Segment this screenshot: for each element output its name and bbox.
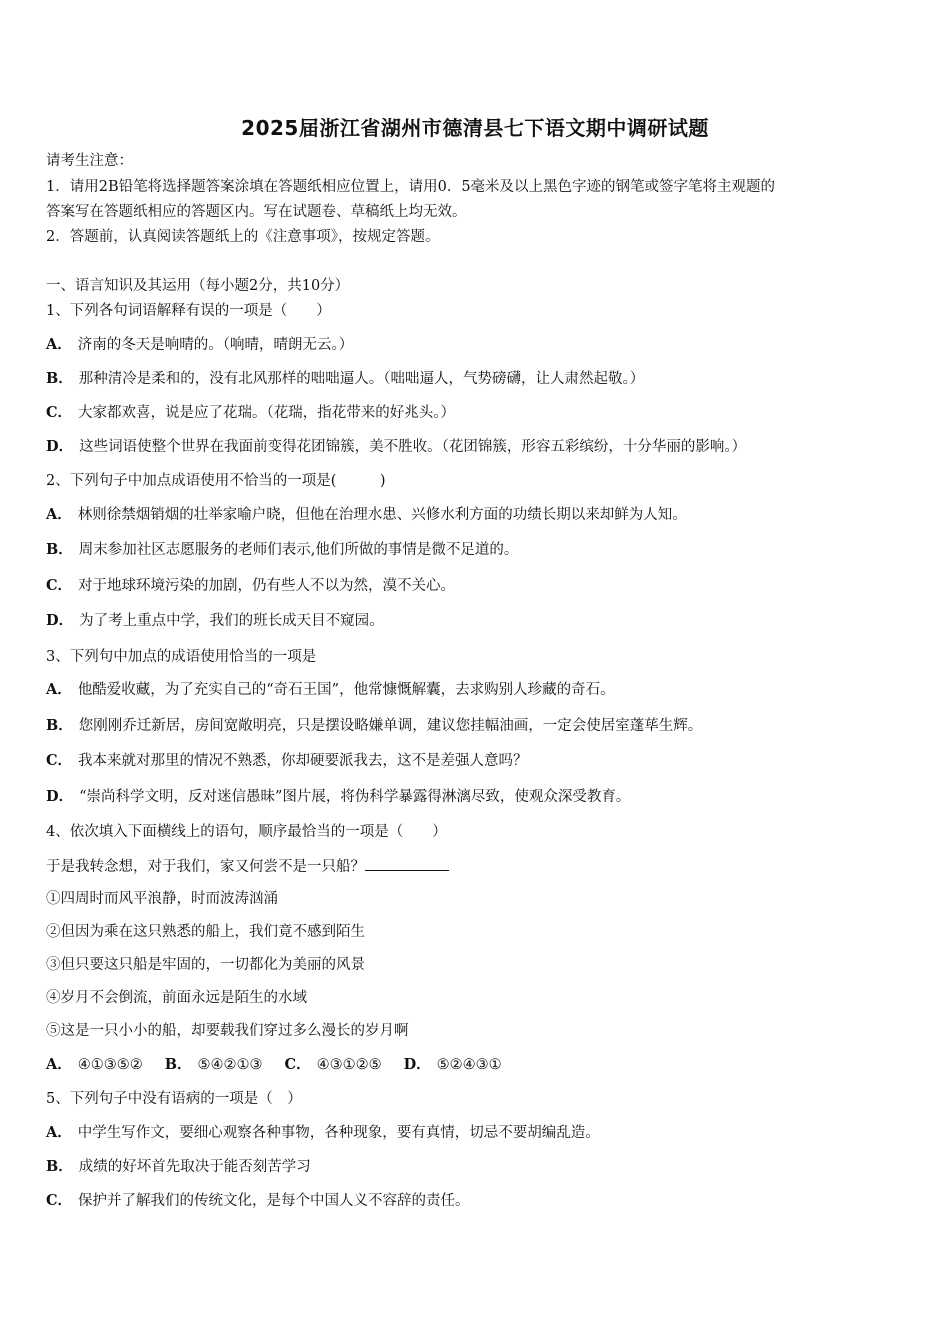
- question-2-option-c: [46, 576, 906, 596]
- question-5-option-a: [46, 1123, 906, 1143]
- option-letter: A．: [46, 681, 72, 698]
- option-text: 为了考上重点中学，我们的班长成天目不窥园。: [79, 613, 384, 629]
- question-5-stem: 5、下列句子中没有语病的一项是（ ）: [46, 1091, 302, 1107]
- option-text: ④①③⑤②: [77, 1057, 143, 1073]
- question-5-option-b: [46, 1157, 906, 1177]
- section-heading: 一、语言知识及其运用（每小题2分，共10分）: [46, 278, 350, 294]
- answer-choice-b: [165, 1055, 263, 1075]
- question-5-option-c: [46, 1191, 906, 1211]
- option-letter: C．: [46, 404, 73, 421]
- question-1-option-d: [46, 437, 906, 457]
- question-1-stem: 1、下列各句词语解释有误的一项是（ ）: [46, 303, 331, 319]
- question-3-stem: 3、下列句中加点的成语使用恰当的一项是: [46, 649, 317, 665]
- option-letter: A．: [46, 506, 72, 523]
- option-text: 大家都欢喜，说是应了花瑞。（花瑞，指花带来的好兆头。）: [78, 405, 456, 421]
- option-letter: C．: [284, 1056, 311, 1073]
- answer-choice-c: [285, 1055, 382, 1075]
- option-text: 这些词语使整个世界在我面前变得花团锦簇，美不胜收。（花团锦簇，形容五彩缤纷，十分华丽的影响。）: [79, 439, 747, 455]
- option-text: 中学生写作文，要细心观察各种事物，各种现象，要有真情，切忌不要胡编乱造。: [77, 1125, 600, 1141]
- option-text: 那种清冷是柔和的，没有北风那样的咄咄逼人。（咄咄逼人，气势磅礴，让人肃然起敬。）: [78, 371, 645, 387]
- question-2-option-d: [46, 611, 906, 631]
- answer-blank: [365, 856, 449, 871]
- prompt-text: 于是我转念想，对于我们，家又何尝不是一只船？: [46, 859, 365, 875]
- question-2-stem: 2、下列句子中加点成语使用不恰当的一项是( ): [46, 473, 386, 489]
- question-4-sentence-3: ③但只要这只船是牢固的，一切都化为美丽的风景: [46, 957, 365, 973]
- question-4-answers: [46, 1055, 906, 1075]
- page-title: 2025届浙江省湖州市德清县七下语文期中调研试题: [241, 116, 709, 140]
- question-4-prompt: [46, 856, 906, 877]
- option-text: 林则徐禁烟销烟的壮举家喻户晓，但他在治理水患、兴修水利方面的功绩长期以来却鲜为人知。: [77, 507, 687, 523]
- option-letter: C．: [46, 1192, 73, 1209]
- question-1-option-a: [46, 335, 906, 355]
- question-4-sentence-5: ⑤这是一只小小的船，却要载我们穿过多么漫长的岁月啊: [46, 1023, 409, 1039]
- option-letter: A．: [46, 1124, 72, 1141]
- question-4-stem: 4、依次填入下面横线上的语句，顺序最恰当的一项是（ ）: [46, 824, 447, 840]
- option-text: “崇尚科学文明，反对迷信愚昧”图片展，将伪科学暴露得淋漓尽致，使观众深受教育。: [79, 789, 631, 805]
- option-letter: A．: [46, 336, 72, 353]
- question-1-option-c: [46, 403, 906, 423]
- option-letter: B．: [46, 541, 73, 558]
- option-text: 周末参加社区志愿服务的老师们表示,他们所做的事情是微不足道的。: [78, 542, 519, 558]
- notice-item-1: 1．请用2B铅笔将选择题答案涂填在答题纸相应位置上，请用0．5毫米及以上黑色字迹的钢笔或签字笔将主观题的: [46, 179, 776, 195]
- question-3-option-d: [46, 787, 906, 807]
- option-letter: B．: [164, 1056, 192, 1073]
- option-text: 您刚刚乔迁新居，房间宽敞明亮，只是摆设略嫌单调，建议您挂幅油画，一定会使居室蓬荜生辉。: [78, 718, 703, 734]
- option-letter: C．: [46, 577, 73, 594]
- option-text: ④③①②⑤: [316, 1057, 382, 1073]
- option-letter: B．: [46, 1158, 73, 1175]
- option-text: 对于地球环境污染的加剧，仍有些人不以为然，漠不关心。: [78, 578, 456, 594]
- option-text: ⑤②④③①: [436, 1057, 502, 1073]
- question-3-option-a: [46, 680, 906, 700]
- notice-heading: 请考生注意：: [46, 153, 133, 169]
- notice-item-1-cont: 答案写在答题纸相应的答题区内。写在试题卷、草稿纸上均无效。: [46, 204, 467, 220]
- option-letter: C．: [46, 752, 73, 769]
- question-1-option-b: [46, 369, 906, 389]
- question-4-sentence-2: ②但因为乘在这只熟悉的船上，我们竟不感到陌生: [46, 924, 365, 940]
- option-text: 成绩的好坏首先取决于能否刻苦学习: [78, 1159, 311, 1175]
- question-2-option-a: [46, 505, 906, 525]
- option-text: ⑤④②①③: [197, 1057, 263, 1073]
- option-text: 保护并了解我们的传统文化，是每个中国人义不容辞的责任。: [78, 1193, 470, 1209]
- option-letter: D．: [46, 612, 74, 629]
- question-2-option-b: [46, 540, 906, 560]
- option-text: 我本来就对那里的情况不熟悉，你却硬要派我去，这不是差强人意吗？: [78, 753, 528, 769]
- answer-choice-d: [404, 1055, 502, 1075]
- option-letter: B．: [46, 717, 73, 734]
- option-letter: B．: [46, 370, 73, 387]
- question-3-option-c: [46, 751, 906, 771]
- notice-item-2: 2．答题前，认真阅读答题纸上的《注意事项》，按规定答题。: [46, 229, 440, 245]
- option-text: 他酷爱收藏，为了充实自己的“奇石王国”，他常慷慨解囊，去求购别人珍藏的奇石。: [77, 682, 615, 698]
- option-text: 济南的冬天是响晴的。（响晴，晴朗无云。）: [77, 337, 354, 353]
- answer-choice-a: [46, 1055, 143, 1075]
- question-4-sentence-1: ①四周时而风平浪静，时而波涛汹涌: [46, 891, 278, 907]
- option-letter: A．: [46, 1056, 72, 1073]
- question-4-sentence-4: ④岁月不会倒流，前面永远是陌生的水域: [46, 990, 307, 1006]
- question-3-option-b: [46, 716, 906, 736]
- option-letter: D．: [46, 788, 74, 805]
- option-letter: D．: [46, 438, 74, 455]
- option-letter: D．: [403, 1056, 431, 1073]
